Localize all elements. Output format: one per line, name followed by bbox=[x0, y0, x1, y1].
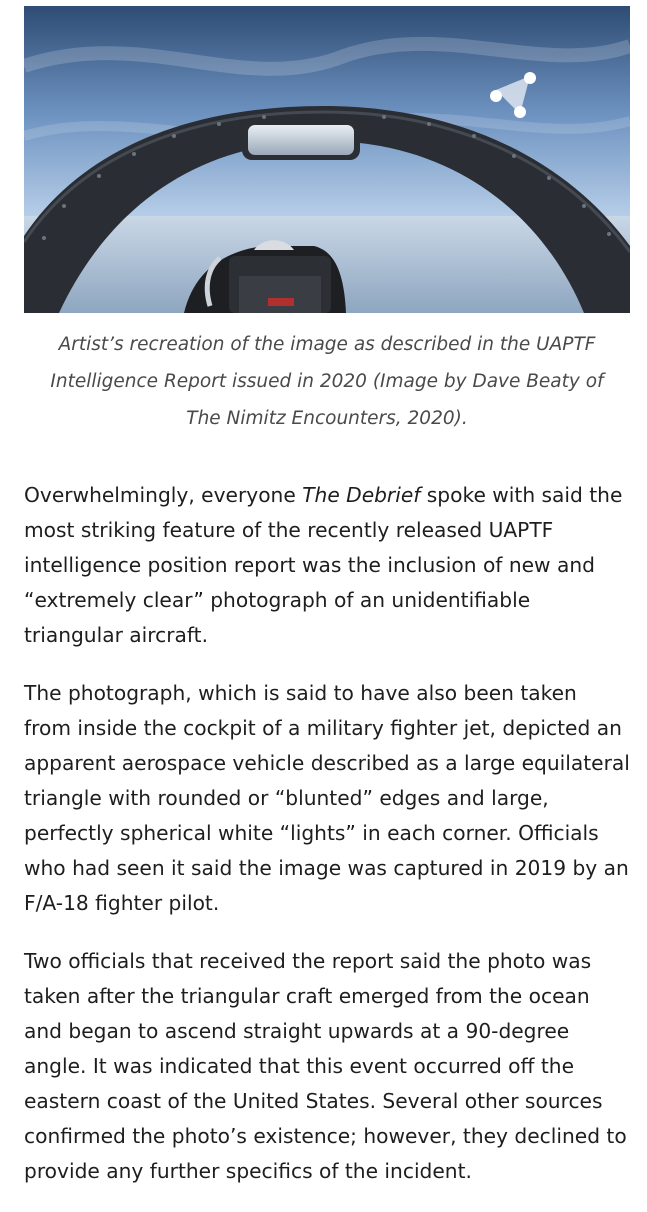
caption-line-2: Intelligence Report issued in 2020 (Image by Dave Beaty of bbox=[50, 371, 604, 392]
figure-caption bbox=[24, 326, 630, 437]
caption-line-3: The Nimitz Encounters, 2020). bbox=[186, 408, 468, 429]
publication-name: The Debrief bbox=[302, 483, 421, 507]
paragraph-1 bbox=[24, 478, 630, 653]
paragraph-3: Two officials that received the report said the photo was taken after the triangular craft emerged from the ocean and began to ascend straight upwards at a 90-degree angle. It was indicated that this event occurred off the eastern coast of the United States. Several other sources confirmed the photo’s existence; however, they declined to provide any further specifics of the incident. bbox=[24, 949, 627, 1183]
mirror-icon bbox=[242, 120, 360, 160]
cockpit-illustration bbox=[24, 6, 630, 313]
article-figure bbox=[24, 6, 630, 313]
paragraph-1-end: spoke with said the most striking feature of the recently released UAPTF intelligence position report was the inclusion of new and “extremely clear” photograph of an unidentifiable triangular aircraft. bbox=[24, 483, 623, 647]
paragraph-1-start: Overwhelmingly, everyone bbox=[24, 483, 303, 507]
caption-line-1: Artist’s recreation of the image as described in the UAPTF bbox=[58, 334, 596, 355]
paragraph-2: The photograph, which is said to have also been taken from inside the cockpit of a military fighter jet, depicted an apparent aerospace vehicle described as a large equilateral triangle with rounded or “blunted” edges and large, perfectly spherical white “lights” in each corner. Officials who had seen it said the image was captured in 2019 by an F/A-18 fighter pilot. bbox=[24, 681, 630, 915]
article-body bbox=[24, 478, 630, 1212]
